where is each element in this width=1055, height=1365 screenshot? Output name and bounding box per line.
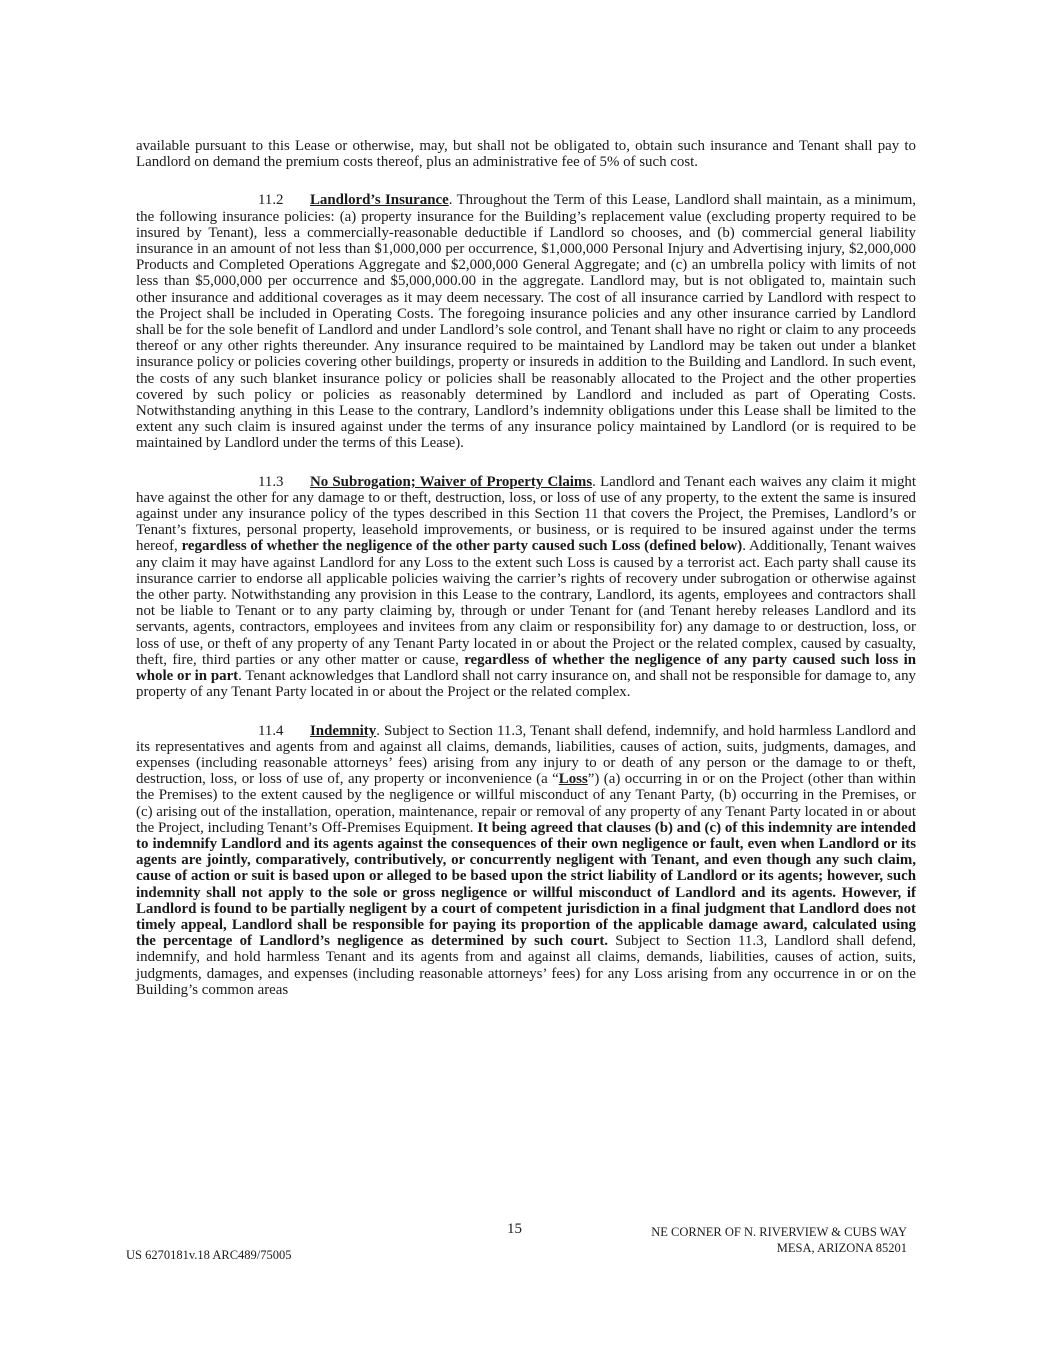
section-number: 11.4 (258, 722, 284, 739)
section-number: 11.2 (258, 192, 284, 209)
intro-paragraph: available pursuant to this Lease or otherwise, may, but shall not be obligated to, obtain such insurance and Tenant shall pay to Landlord on demand the premium costs thereof, plus an administrative fee of 5% of such cost. (136, 138, 916, 171)
bold-clause: regardless of whether the negligence of the other party caused such Loss (defined below) (181, 538, 743, 555)
section-text: . Subject to Section 11.3, Tenant shall defend, indemnify, and hold harmless Landlord and its representatives and agents from and against all claims, demands, liabilities, causes of action, suits, judgments, damages, and expenses (including reasonable attorneys’ fees) arising from any injury to or death of any person or the damage to or theft, destruction, loss, or loss of use of, any property or inconvenience (a “ (136, 722, 916, 788)
property-address (651, 1224, 907, 1256)
section-title: No Subrogation; Waiver of Property Claims (310, 473, 593, 490)
section-text: Subject to Section 11.3, Landlord shall defend, indemnify, and hold harmless Tenant and its agents from and against all claims, demands, liabilities, causes of action, suits, judgments, damages, and expenses (including reasonable attorneys’ fees) for any Loss arising from any occurrence in or on the Building’s common areas (136, 933, 916, 998)
section-text: ”) (a) occurring in or on the Project (other than within the Premises) to the extent caused by the negligence or willful misconduct of any Tenant Party, (b) occurring in the Premises, or (c) arising out of the installation, operation, maintenance, repair or removal of any property of any Tenant Party located in or about the Project, including Tenant’s Off-Premises Equipment. (136, 771, 916, 836)
section-title: Indemnity (310, 722, 377, 739)
section-text: . Tenant acknowledges that Landlord shall not carry insurance on, and shall not be responsible for damage to, any property of any Tenant Party located in or about the Project or the related complex. (136, 668, 916, 701)
defined-term-loss: Loss (558, 771, 588, 788)
section-11-2 (136, 192, 916, 451)
address-line-1: NE CORNER OF N. RIVERVIEW & CUBS WAY (651, 1225, 907, 1239)
bold-clause: regardless of whether the negligence of any party caused such loss in whole or in part (136, 651, 916, 685)
bold-clause: It being agreed that clauses (b) and (c) of this indemnity are intended to indemnify Landlord and its agents against the consequences of their own negligence or fault, even when Landlord or its agents are jointly, comparatively, contributively, or concurrently negligent with Tenant, and even though any such claim, cause of action or suit is based upon or alleged to be based upon the strict liability of Landlord or its agents; however, such indemnity shall not apply to the sole or gross negligence or willful misconduct of Landlord and its agents. However, if Landlord is found to be partially negligent by a court of competent jurisdiction in a final judgment that Landlord does not timely appeal, Landlord shall be responsible for paying its proportion of the applicable damage award, calculated using the percentage of Landlord’s negligence as determined by such court. (136, 819, 916, 950)
document-body (136, 138, 916, 1020)
section-11-4 (136, 723, 916, 998)
section-text: . Additionally, Tenant waives any claim it may have against Landlord for any Loss to the extent such Loss is caused by a terrorist act. Each party shall cause its insurance carrier to endorse all applicable policies waiving the carrier’s rights of recovery under subrogation or otherwise against the other party. Notwithstanding any provision in this Lease to the contrary, Landlord, its agents, employees and contractors shall not be liable to Tenant or to any party claiming by, through or under Tenant for (and Tenant hereby releases Landlord and its servants, agents, contractors, employees and invitees from any claim or responsibility for) any damage to or destruction, loss, or loss of use, or theft of any property of any Tenant Party located in or about the Project or the related complex, caused by casualty, theft, fire, third parties or any other matter or cause, (136, 538, 916, 668)
section-number: 11.3 (258, 473, 284, 490)
address-line-2: MESA, ARIZONA 85201 (776, 1241, 907, 1255)
section-title: Landlord’s Insurance (310, 192, 449, 209)
page-number: 15 (507, 1221, 522, 1237)
section-text: . Throughout the Term of this Lease, Landlord shall maintain, as a minimum, the following insurance policies: (a) property insurance for the Building’s replacement value (excluding property required to be insured by Tenant), less a commercially-reasonable deductible if Landlord so chooses, and (b) commercial general liability insurance in an amount of not less than $1,000,000 per occurrence, $1,000,000 Personal Injury and Advertising injury, $2,000,000 Products and Completed Operations Aggregate and $2,000,000 General Aggregate; and (c) an umbrella policy with limits of not less than $5,000,000 per occurrence and $5,000,000.00 in the aggregate. Landlord may, but is not obligated to, maintain such other insurance and additional coverages as it may deem necessary. The cost of all insurance carried by Landlord with respect to the Project shall be included in Operating Costs. The foregoing insurance policies and any other insurance carried by Landlord shall be for the sole benefit of Landlord and under Landlord’s sole control, and Tenant shall have no right or claim to any proceeds thereof or any other rights thereunder. Any insurance required to be maintained by Landlord may be taken out under a blanket insurance policy or policies covering other buildings, property or insureds in addition to the Building and Landlord. In such event, the costs of any such blanket insurance policy or policies shall be reasonably allocated to the Project and the other properties covered by such policy or policies as reasonably determined by Landlord and included as part of Operating Costs. Notwithstanding anything in this Lease to the contrary, Landlord’s indemnity obligations under this Lease shall be limited to the extent any such claim is insured against under the terms of any insurance policy maintained by Landlord (or is required to be maintained by Landlord under the terms of this Lease). (136, 192, 916, 452)
section-11-3 (136, 474, 916, 701)
section-text: . Landlord and Tenant each waives any claim it might have against the other for any damage to or theft, destruction, loss, or loss of use of any property, to the extent the same is insured against under any insurance policy of the types described in this Section 11 that covers the Project, the Premises, Landlord’s or Tenant’s fixtures, personal property, leasehold improvements, or business, or is required to be insured against under the terms hereof, (136, 473, 916, 555)
document-id: US 6270181v.18 ARC489/75005 (126, 1248, 292, 1262)
